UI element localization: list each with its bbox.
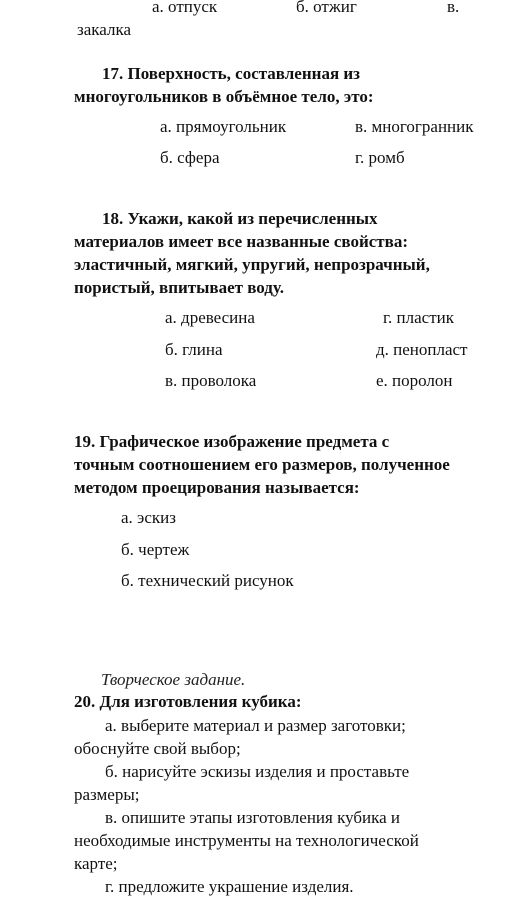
question-18-line-4: пористый, впитывает воду. <box>74 278 284 297</box>
q18-option-a: а. древесина <box>165 308 255 327</box>
question-18-line-3: эластичный, мягкий, упругий, непрозрачный, <box>74 255 430 274</box>
q19-option-b: б. чертеж <box>121 540 190 559</box>
q20-item-a-line-1: а. выберите материал и размер заготовки; <box>105 716 406 735</box>
q20-item-a-line-2: обоснуйте свой выбор; <box>74 739 241 758</box>
question-19-line-3: методом проецирования называется: <box>74 478 360 497</box>
question-19 <box>74 430 450 499</box>
question-18-line-1: 18. Укажи, какой из перечисленных <box>102 209 378 228</box>
option-otzhig: б. отжиг <box>296 0 357 16</box>
q20-item-v-line-1: в. опишите этапы изготовления кубика и <box>105 808 401 827</box>
question-17 <box>74 62 374 108</box>
q19-option-b2: б. технический рисунок <box>121 571 294 590</box>
question-19-line-1: 19. Графическое изображение предмета с <box>74 432 390 451</box>
q20-item-b-line-1: б. нарисуйте эскизы изделия и проставьте <box>105 762 410 781</box>
question-18-line-2: материалов имеет все названные свойства: <box>74 232 408 251</box>
question-19-line-2: точным соотношением его размеров, полученное <box>74 455 450 474</box>
question-17-line-2: многоугольников в объёмное тело, это: <box>74 87 374 106</box>
q20-item-v-line-3: карте; <box>74 854 118 873</box>
q18-option-d: д. пенопласт <box>376 340 468 359</box>
question-20-title: 20. Для изготовления кубика: <box>74 692 302 711</box>
q20-item-b-line-2: размеры; <box>74 785 140 804</box>
q17-option-b: б. сфера <box>160 148 220 167</box>
q18-option-v: в. проволока <box>165 371 257 390</box>
question-20-items <box>74 714 419 898</box>
q18-option-g: г. пластик <box>383 308 455 327</box>
q18-option-b: б. глина <box>165 340 223 359</box>
q20-item-v-line-2: необходимые инструменты на технологической <box>74 831 419 850</box>
q18-option-e: е. поролон <box>376 371 453 390</box>
question-17-line-1: 17. Поверхность, составленная из <box>102 64 361 83</box>
option-zakalka: закалка <box>77 20 131 39</box>
q19-option-a: а. эскиз <box>121 508 176 527</box>
question-18 <box>74 207 430 299</box>
q17-option-g: г. ромб <box>355 148 405 167</box>
creative-task-heading: Творческое задание. <box>101 670 246 689</box>
option-v-letter: в. <box>447 0 460 16</box>
option-otpusk: а. отпуск <box>152 0 218 16</box>
q17-option-a: а. прямоугольник <box>160 117 287 136</box>
q20-item-g-line-1: г. предложите украшение изделия. <box>105 877 354 896</box>
q17-option-v: в. многогранник <box>355 117 474 136</box>
